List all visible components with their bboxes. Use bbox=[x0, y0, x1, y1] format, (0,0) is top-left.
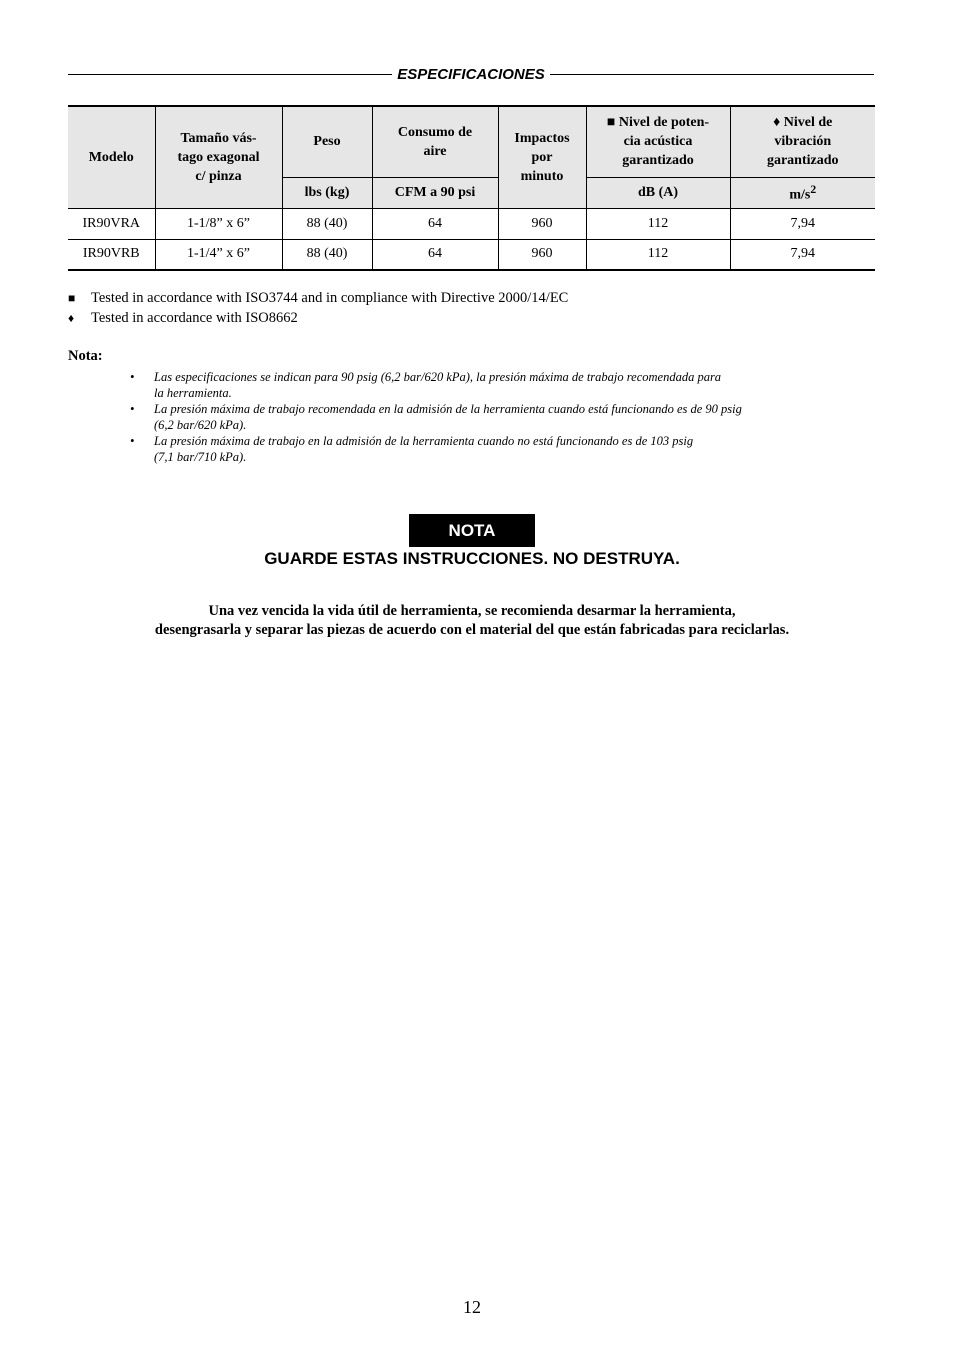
cell-peso: 88 (40) bbox=[282, 239, 372, 270]
footnote-text: Tested in accordance with ISO3744 and in compliance with Directive 2000/14/EC bbox=[91, 290, 569, 306]
cell-tamano: 1-1/4” x 6” bbox=[155, 239, 282, 270]
recycle-line: Una vez vencida la vida útil de herramienta, se recomienda desarmar la herramienta, bbox=[208, 603, 736, 619]
cell-modelo: IR90VRB bbox=[68, 239, 155, 270]
cell-tamano: 1-1/8” x 6” bbox=[155, 208, 282, 239]
diamond-bullet-icon: ♦ bbox=[68, 311, 75, 325]
cell-acustica: 112 bbox=[586, 208, 730, 239]
list-item: • Las especificaciones se indican para 90 psig (6,2 bar/620 kPa), la presión máxima de trabajo recomendada para la herramienta. bbox=[130, 370, 722, 400]
square-bullet-icon: ■ bbox=[68, 291, 76, 305]
recycle-paragraph bbox=[80, 602, 864, 640]
bullet-icon: • bbox=[130, 370, 135, 384]
cell-impactos: 960 bbox=[498, 208, 586, 239]
unit-vibracion: $m/s^2$ bbox=[730, 177, 875, 208]
section-header bbox=[68, 63, 874, 85]
footnote-item bbox=[68, 288, 568, 308]
cell-modelo: IR90VRA bbox=[68, 208, 155, 239]
header-nivel-acustica: ■ Nivel de poten- cia acústica garantizado bbox=[586, 106, 730, 177]
table-row bbox=[68, 208, 875, 239]
header-rule-right bbox=[550, 74, 874, 75]
list-item: • La presión máxima de trabajo en la admisión de la herramienta cuando no está funcionando es de 103 psig (7,1 bar/710 kPa). bbox=[130, 434, 694, 464]
cell-vibracion: 7,94 bbox=[730, 239, 875, 270]
specifications-table bbox=[68, 105, 875, 271]
header-row bbox=[68, 106, 875, 177]
header-consumo: Consumo de aire bbox=[372, 106, 498, 177]
header-nivel-vibracion: ♦ Nivel de vibración garantizado bbox=[730, 106, 875, 177]
footnotes bbox=[68, 288, 568, 328]
cell-consumo: 64 bbox=[372, 208, 498, 239]
header-tamano: Tamaño vás- tago exagonal c/ pinza bbox=[155, 106, 282, 208]
table-row bbox=[68, 239, 875, 270]
cell-vibracion: 7,94 bbox=[730, 208, 875, 239]
bullet-icon: • bbox=[130, 434, 135, 448]
header-modelo: Modelo bbox=[68, 106, 155, 208]
section-title: ESPECIFICACIONES bbox=[397, 65, 545, 83]
nota-label: Nota: bbox=[68, 348, 103, 364]
unit-consumo: CFM a 90 psi bbox=[372, 177, 498, 208]
cell-consumo: 64 bbox=[372, 239, 498, 270]
unit-acustica: dB (A) bbox=[586, 177, 730, 208]
bullet-icon: • bbox=[130, 402, 135, 416]
save-instructions-text: GUARDE ESTAS INSTRUCCIONES. NO DESTRUYA. bbox=[264, 549, 680, 568]
cell-acustica: 112 bbox=[586, 239, 730, 270]
header-rule-left bbox=[68, 74, 392, 75]
page-number: 12 bbox=[463, 1297, 481, 1317]
cell-peso: 88 (40) bbox=[282, 208, 372, 239]
unit-peso: lbs (kg) bbox=[282, 177, 372, 208]
list-item: • La presión máxima de trabajo recomendada en la admisión de la herramienta cuando está funcionando es de 90 psig (6,2 bar/620 kPa). bbox=[130, 402, 742, 432]
nota-badge: NOTA bbox=[409, 514, 535, 547]
header-impactos: Impactos por minuto bbox=[498, 106, 586, 208]
footnote-text: Tested in accordance with ISO8662 bbox=[91, 310, 298, 326]
header-peso: Peso bbox=[282, 106, 372, 177]
cell-impactos: 960 bbox=[498, 239, 586, 270]
recycle-line: desengrasarla y separar las piezas de acuerdo con el material del que están fabricadas para reciclarlas. bbox=[154, 622, 790, 638]
footnote-item bbox=[68, 308, 568, 328]
nota-list bbox=[130, 369, 850, 465]
